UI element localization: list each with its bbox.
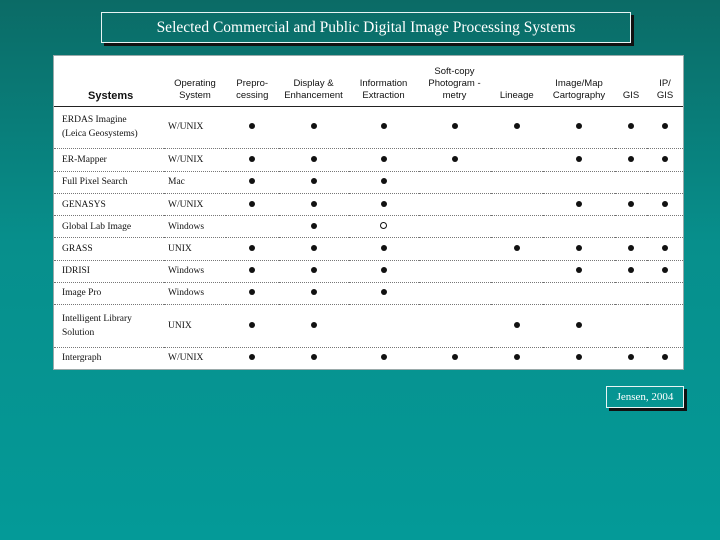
capability-cell-gis xyxy=(615,171,647,193)
column-header-display xyxy=(279,56,349,106)
capability-cell-lineage xyxy=(491,216,544,238)
capability-cell-prepro xyxy=(226,305,279,348)
capability-cell-imagemap xyxy=(543,171,615,193)
capability-cell-lineage xyxy=(491,106,544,149)
filled-dot-icon xyxy=(662,201,668,207)
capability-cell-display xyxy=(279,260,349,282)
capability-cell-prepro xyxy=(226,238,279,260)
capability-cell-prepro xyxy=(226,216,279,238)
system-name-secondary: (Leica Geosystems) xyxy=(62,129,138,140)
operating-system-cell: Windows xyxy=(164,282,226,304)
column-header-os xyxy=(164,56,226,106)
filled-dot-icon xyxy=(662,245,668,251)
filled-dot-icon xyxy=(311,245,317,251)
capability-cell-display xyxy=(279,347,349,369)
capability-cell-lineage xyxy=(491,282,544,304)
filled-dot-icon xyxy=(514,245,520,251)
operating-system-cell: W/UNIX xyxy=(164,193,226,215)
system-name: Intelligent Library xyxy=(62,313,132,324)
operating-system-cell: UNIX xyxy=(164,305,226,348)
capability-cell-display xyxy=(279,216,349,238)
filled-dot-icon xyxy=(662,354,668,360)
capability-cell-lineage xyxy=(491,149,544,171)
filled-dot-icon xyxy=(576,123,582,129)
capability-cell-softcopy xyxy=(419,106,491,149)
filled-dot-icon xyxy=(249,245,255,251)
system-name: Full Pixel Search xyxy=(62,177,128,188)
systems-table-panel xyxy=(53,55,684,370)
system-name: Intergraph xyxy=(62,353,102,364)
column-header-line: GIS xyxy=(622,89,640,101)
column-header-gis xyxy=(615,56,647,106)
system-name: Image Pro xyxy=(62,288,102,299)
filled-dot-icon xyxy=(628,354,634,360)
filled-dot-icon xyxy=(628,156,634,162)
table-row xyxy=(54,193,683,215)
capability-cell-gis xyxy=(615,347,647,369)
system-name-cell xyxy=(54,282,164,304)
filled-dot-icon xyxy=(576,245,582,251)
system-name-cell xyxy=(54,238,164,260)
filled-dot-icon xyxy=(662,156,668,162)
capability-cell-imagemap xyxy=(543,347,615,369)
capability-cell-imagemap xyxy=(543,149,615,171)
filled-dot-icon xyxy=(381,354,387,360)
filled-dot-icon xyxy=(381,178,387,184)
capability-cell-info xyxy=(349,193,419,215)
filled-dot-icon xyxy=(311,156,317,162)
capability-cell-imagemap xyxy=(543,305,615,348)
filled-dot-icon xyxy=(311,178,317,184)
filled-dot-icon xyxy=(662,123,668,129)
capability-cell-prepro xyxy=(226,282,279,304)
system-name: GRASS xyxy=(62,243,93,254)
column-header-line: Operating xyxy=(174,77,216,89)
capability-cell-lineage xyxy=(491,305,544,348)
capability-cell-lineage xyxy=(491,347,544,369)
filled-dot-icon xyxy=(576,267,582,273)
capability-cell-display xyxy=(279,171,349,193)
system-name-cell xyxy=(54,171,164,193)
table-row xyxy=(54,216,683,238)
capability-cell-ipgis xyxy=(647,347,683,369)
column-header-line: Soft-copy xyxy=(434,65,475,77)
capability-cell-prepro xyxy=(226,171,279,193)
capability-cell-info xyxy=(349,149,419,171)
filled-dot-icon xyxy=(311,289,317,295)
column-header-line: Image/Map xyxy=(555,77,603,89)
column-header-line: cessing xyxy=(236,89,269,101)
filled-dot-icon xyxy=(576,201,582,207)
capability-cell-imagemap xyxy=(543,260,615,282)
table-row xyxy=(54,305,683,348)
capability-cell-ipgis xyxy=(647,193,683,215)
filled-dot-icon xyxy=(311,322,317,328)
table-row xyxy=(54,171,683,193)
capability-cell-gis xyxy=(615,149,647,171)
capability-cell-display xyxy=(279,305,349,348)
capability-cell-prepro xyxy=(226,193,279,215)
capability-cell-softcopy xyxy=(419,149,491,171)
column-header-line: Information xyxy=(359,77,408,89)
column-header-softcopy xyxy=(419,56,491,106)
column-header-line: GIS xyxy=(656,89,674,101)
capability-cell-gis xyxy=(615,260,647,282)
filled-dot-icon xyxy=(381,201,387,207)
system-name-cell xyxy=(54,347,164,369)
capability-cell-prepro xyxy=(226,260,279,282)
filled-dot-icon xyxy=(381,123,387,129)
system-name-cell xyxy=(54,149,164,171)
capability-cell-gis xyxy=(615,193,647,215)
filled-dot-icon xyxy=(628,123,634,129)
system-name-cell xyxy=(54,260,164,282)
capability-cell-gis xyxy=(615,305,647,348)
capability-cell-display xyxy=(279,193,349,215)
filled-dot-icon xyxy=(662,267,668,273)
filled-dot-icon xyxy=(576,156,582,162)
filled-dot-icon xyxy=(249,289,255,295)
capability-cell-ipgis xyxy=(647,106,683,149)
capability-cell-softcopy xyxy=(419,171,491,193)
system-name: IDRISI xyxy=(62,266,90,277)
header-row xyxy=(54,56,683,106)
filled-dot-icon xyxy=(514,322,520,328)
column-header-line: Photogram - xyxy=(428,77,481,89)
capability-cell-prepro xyxy=(226,106,279,149)
filled-dot-icon xyxy=(576,354,582,360)
table-row xyxy=(54,260,683,282)
operating-system-cell: Windows xyxy=(164,216,226,238)
capability-cell-gis xyxy=(615,282,647,304)
slide-title: Selected Commercial and Public Digital Image Processing Systems xyxy=(101,12,631,43)
filled-dot-icon xyxy=(452,123,458,129)
column-header-line: Cartography xyxy=(552,89,606,101)
filled-dot-icon xyxy=(249,123,255,129)
system-name-cell xyxy=(54,106,164,149)
filled-dot-icon xyxy=(514,354,520,360)
capability-cell-gis xyxy=(615,106,647,149)
column-header-line: metry xyxy=(442,89,467,101)
table-row xyxy=(54,238,683,260)
system-name-cell xyxy=(54,216,164,238)
filled-dot-icon xyxy=(381,245,387,251)
system-name: ER-Mapper xyxy=(62,155,107,166)
systems-table xyxy=(54,56,683,369)
column-header-line: IP/ xyxy=(659,77,671,89)
capability-cell-info xyxy=(349,106,419,149)
capability-cell-lineage xyxy=(491,260,544,282)
capability-cell-display xyxy=(279,106,349,149)
filled-dot-icon xyxy=(628,201,634,207)
capability-cell-gis xyxy=(615,216,647,238)
column-header-line: Display & xyxy=(293,77,334,89)
capability-cell-softcopy xyxy=(419,305,491,348)
capability-cell-display xyxy=(279,238,349,260)
capability-cell-prepro xyxy=(226,149,279,171)
open-circle-icon xyxy=(380,222,387,229)
capability-cell-info xyxy=(349,260,419,282)
filled-dot-icon xyxy=(311,201,317,207)
table-row xyxy=(54,149,683,171)
capability-cell-imagemap xyxy=(543,238,615,260)
capability-cell-softcopy xyxy=(419,282,491,304)
capability-cell-lineage xyxy=(491,193,544,215)
capability-cell-info xyxy=(349,305,419,348)
filled-dot-icon xyxy=(311,223,317,229)
capability-cell-softcopy xyxy=(419,260,491,282)
filled-dot-icon xyxy=(311,123,317,129)
capability-cell-ipgis xyxy=(647,305,683,348)
capability-cell-ipgis xyxy=(647,238,683,260)
filled-dot-icon xyxy=(249,354,255,360)
column-header-line: Enhancement xyxy=(284,89,343,101)
table-row xyxy=(54,106,683,149)
capability-cell-ipgis xyxy=(647,282,683,304)
capability-cell-lineage xyxy=(491,238,544,260)
column-header-line: Extraction xyxy=(362,89,405,101)
operating-system-cell: Windows xyxy=(164,260,226,282)
operating-system-cell: W/UNIX xyxy=(168,353,204,364)
credit-label: Jensen, 2004 xyxy=(606,386,684,408)
system-name: GENASYS xyxy=(62,199,106,210)
system-name-cell xyxy=(54,305,164,348)
filled-dot-icon xyxy=(381,156,387,162)
filled-dot-icon xyxy=(452,156,458,162)
filled-dot-icon xyxy=(249,156,255,162)
column-header-prepro xyxy=(226,56,279,106)
column-header-ipgis xyxy=(647,56,683,106)
system-name-secondary: Solution xyxy=(62,327,95,338)
capability-cell-softcopy xyxy=(419,216,491,238)
table-row xyxy=(54,347,683,369)
filled-dot-icon xyxy=(311,354,317,360)
filled-dot-icon xyxy=(452,354,458,360)
filled-dot-icon xyxy=(381,267,387,273)
table-body xyxy=(54,106,683,369)
column-header-label: Systems xyxy=(88,89,134,102)
capability-cell-info xyxy=(349,282,419,304)
filled-dot-icon xyxy=(249,267,255,273)
capability-cell-gis xyxy=(615,238,647,260)
capability-cell-softcopy xyxy=(419,193,491,215)
column-header-line: Lineage xyxy=(499,89,534,101)
capability-cell-lineage xyxy=(491,171,544,193)
filled-dot-icon xyxy=(628,267,634,273)
filled-dot-icon xyxy=(514,123,520,129)
capability-cell-imagemap xyxy=(543,106,615,149)
filled-dot-icon xyxy=(381,289,387,295)
capability-cell-imagemap xyxy=(543,282,615,304)
column-header-line: System xyxy=(179,89,211,101)
capability-cell-display xyxy=(279,282,349,304)
column-header-systems xyxy=(54,56,164,106)
capability-cell-softcopy xyxy=(419,347,491,369)
capability-cell-display xyxy=(279,149,349,171)
capability-cell-ipgis xyxy=(647,260,683,282)
filled-dot-icon xyxy=(628,245,634,251)
capability-cell-info xyxy=(349,216,419,238)
system-name: Global Lab Image xyxy=(62,221,132,232)
filled-dot-icon xyxy=(249,201,255,207)
capability-cell-info xyxy=(349,238,419,260)
operating-system-cell: Mac xyxy=(164,171,226,193)
filled-dot-icon xyxy=(249,322,255,328)
filled-dot-icon xyxy=(249,178,255,184)
column-header-info xyxy=(349,56,419,106)
operating-system-cell: UNIX xyxy=(164,238,226,260)
capability-cell-ipgis xyxy=(647,171,683,193)
column-header-line: Prepro- xyxy=(236,77,269,89)
capability-cell-info xyxy=(349,347,419,369)
system-name: ERDAS Imagine xyxy=(62,115,127,126)
operating-system-cell: W/UNIX xyxy=(164,106,226,149)
capability-cell-imagemap xyxy=(543,193,615,215)
capability-cell-softcopy xyxy=(419,238,491,260)
filled-dot-icon xyxy=(576,322,582,328)
column-header-imagemap xyxy=(543,56,615,106)
capability-cell-prepro xyxy=(226,347,279,369)
column-header-lineage xyxy=(491,56,544,106)
capability-cell-info xyxy=(349,171,419,193)
capability-cell-ipgis xyxy=(647,216,683,238)
operating-system-cell: W/UNIX xyxy=(164,149,226,171)
system-name-cell xyxy=(54,193,164,215)
capability-cell-ipgis xyxy=(647,149,683,171)
table-row xyxy=(54,282,683,304)
capability-cell-imagemap xyxy=(543,216,615,238)
filled-dot-icon xyxy=(311,267,317,273)
